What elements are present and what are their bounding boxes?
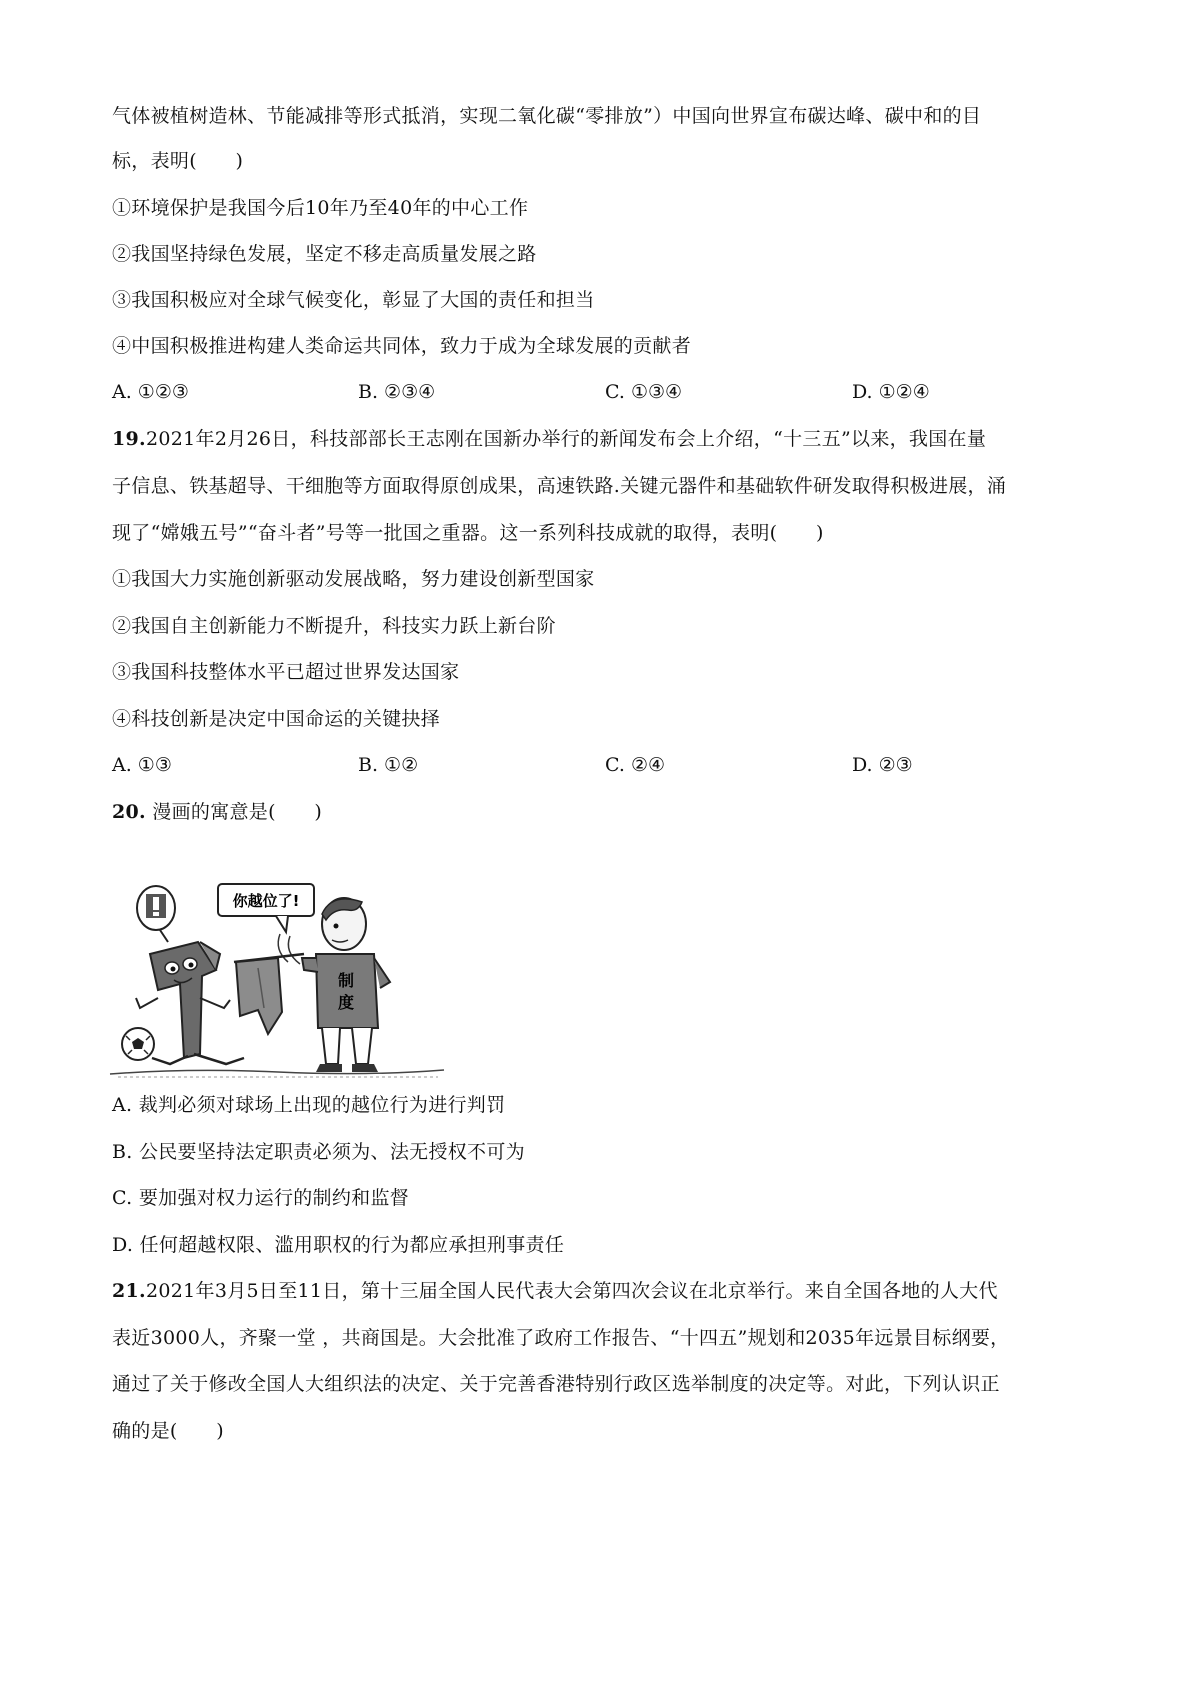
q18-item-4: ④中国积极推进构建人类命运共同体，致力于成为全球发展的贡献者 (112, 335, 692, 357)
q19-option-b: B. ①② (358, 754, 419, 776)
q20-option-a: A. 裁判必须对球场上出现的越位行为进行判罚 (112, 1094, 506, 1116)
referee-character (302, 898, 390, 1072)
offside-flag (234, 954, 304, 1034)
q18-stem-line-1: 气体被植树造林、节能减排等形式抵消，实现二氧化碳“零排放”）中国向世界宣布碳达峰、碳中和的目 (112, 105, 982, 127)
q19-option-d: D. ②③ (852, 754, 913, 776)
q19-option-c: C. ②④ (605, 754, 666, 776)
q20-number: 20. (112, 801, 146, 823)
cartoon-illustration (108, 858, 446, 1080)
q20-stem-text: 漫画的寓意是( ) (145, 801, 323, 823)
soccer-ball-icon (122, 1028, 154, 1060)
q20-stem (112, 799, 322, 825)
q21-stem-line-1 (112, 1278, 998, 1304)
q19-item-3: ③我国科技整体水平已超过世界发达国家 (112, 661, 460, 683)
q19-stem-line-2: 子信息、铁基超导、干细胞等方面取得原创成果，高速铁路.关键元器件和基础软件研发取得积极进展，涌 (112, 475, 1007, 497)
q21-stem-line-3: 通过了关于修改全国人大组织法的决定、关于完善香港特别行政区选举制度的决定等。对此，下列认识正 (112, 1373, 1000, 1395)
q21-stem-line-2: 表近3000人，齐聚一堂 ，共商国是。大会批准了政府工作报告、“十四五”规划和2035年远景目标纲要， (112, 1327, 1010, 1349)
shirt-text-1: 制 (337, 971, 355, 990)
q21-stem-line-4: 确的是( ) (112, 1420, 224, 1442)
q18-item-3: ③我国积极应对全球气候变化，彰显了大国的责任和担当 (112, 289, 595, 311)
q18-item-1: ①环境保护是我国今后10年乃至40年的中心工作 (112, 197, 529, 219)
q18-option-d: D. ①②④ (852, 381, 930, 403)
q19-item-4: ④科技创新是决定中国命运的关键抉择 (112, 708, 441, 730)
q21-number: 21. (112, 1280, 146, 1302)
q19-item-2: ②我国自主创新能力不断提升，科技实力跃上新台阶 (112, 615, 556, 637)
q21-stem-text-1: 2021年3月5日至11日，第十三届全国人民代表大会第四次会议在北京举行。来自全国各地的人大代 (145, 1280, 998, 1302)
q20-option-d: D. 任何超越权限、滥用职权的行为都应承担刑事责任 (112, 1234, 565, 1256)
q18-option-c: C. ①③④ (605, 381, 683, 403)
shirt-text-2: 度 (337, 993, 355, 1012)
q20-option-b: B. 公民要坚持法定职责必须为、法无授权不可为 (112, 1141, 525, 1163)
q19-stem-line-1 (112, 426, 986, 452)
q18-option-a: A. ①②③ (112, 381, 189, 403)
q20-option-c: C. 要加强对权力运行的制约和监督 (112, 1187, 410, 1209)
q19-stem-line-3: 现了“嫦娥五号”“奋斗者”号等一批国之重器。这一系列科技成就的取得，表明( ) (112, 522, 824, 544)
q19-number: 19. (112, 428, 146, 450)
q19-option-a: A. ①③ (112, 754, 172, 776)
q18-option-b: B. ②③④ (358, 381, 436, 403)
q19-item-1: ①我国大力实施创新驱动发展战略，努力建设创新型国家 (112, 568, 595, 590)
speech-bubble (218, 884, 314, 932)
exclamation-sign-icon (137, 886, 175, 942)
speech-bubble-text: 你越位了! (232, 892, 300, 910)
q18-stem-line-2: 标，表明( ) (112, 150, 244, 172)
q18-item-2: ②我国坚持绿色发展，坚定不移走高质量发展之路 (112, 243, 537, 265)
q19-stem-text-1: 2021年2月26日，科技部部长王志刚在国新办举行的新闻发布会上介绍，“十三五”以来，我国在量 (145, 428, 987, 450)
